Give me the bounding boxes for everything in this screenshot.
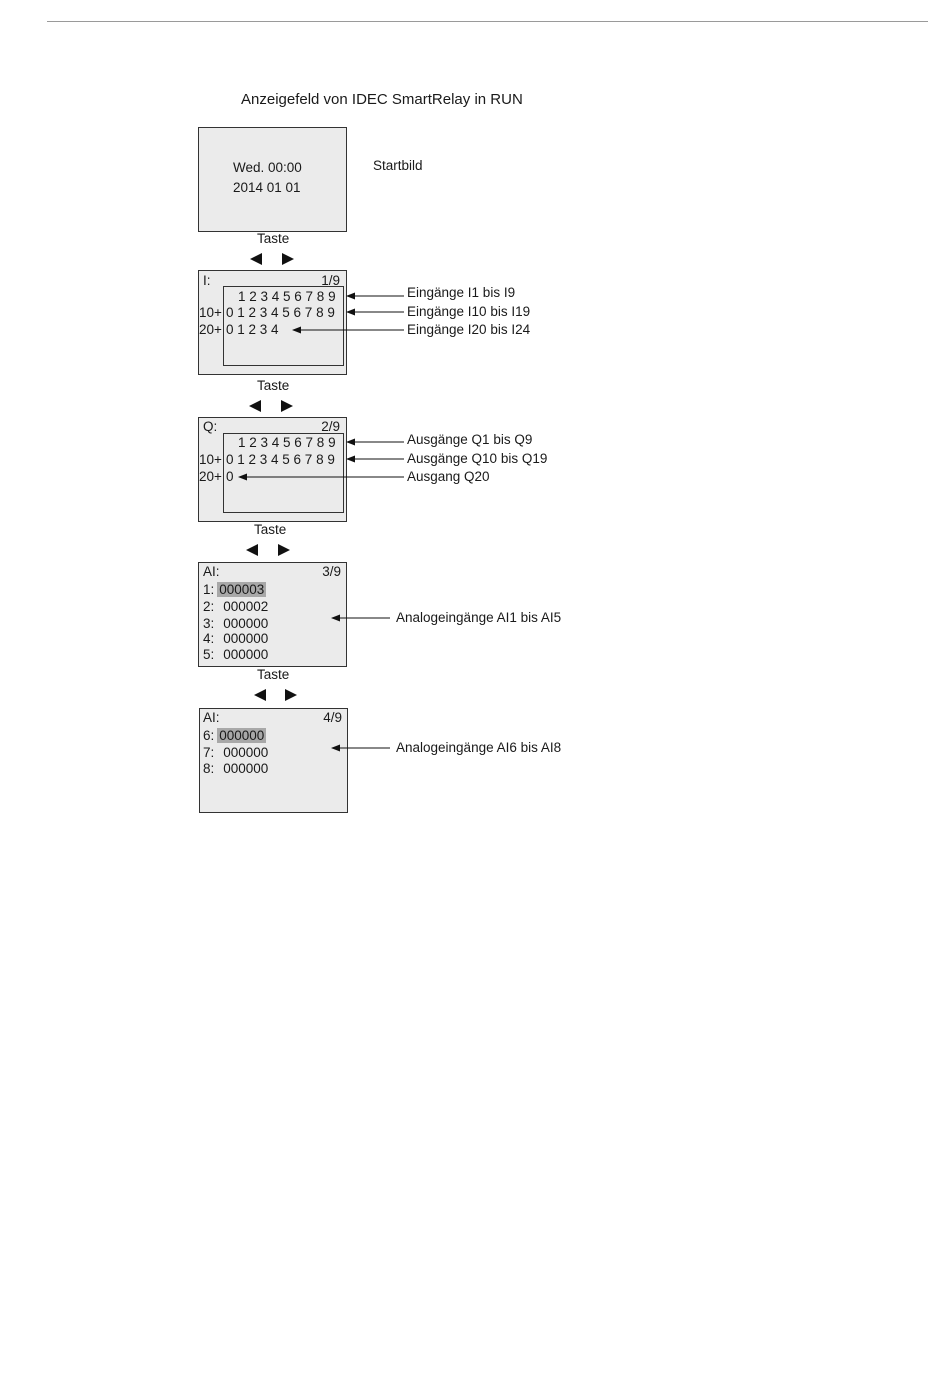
analog1-page: 3/9 (322, 564, 341, 579)
key-label: Taste (257, 378, 290, 393)
inputs-row2-digits: 0 1 2 3 4 5 6 7 8 9 (226, 305, 335, 320)
inputs-label-1: Eingänge I1 bis I9 (407, 285, 516, 300)
analog-row-value-selected: 000000 (219, 728, 265, 743)
start-screen-label: Startbild (373, 158, 423, 173)
inputs-header: I: (203, 273, 211, 288)
inputs-row3-prefix: 20+ (199, 322, 222, 337)
outputs-label-1: Ausgänge Q1 bis Q9 (407, 432, 533, 447)
key-label: Taste (254, 522, 287, 537)
outputs-header: Q: (203, 419, 218, 434)
analog-row-index: 4: (203, 631, 215, 646)
outputs-row3-digits: 0 (226, 469, 234, 484)
inputs-page: 1/9 (321, 273, 340, 288)
analog1-label: Analogeingänge AI1 bis AI5 (396, 610, 562, 625)
analog-row-value: 000002 (223, 599, 269, 614)
diagram-title: Anzeigefeld von IDEC SmartRelay in RUN (241, 91, 523, 108)
analog2-label: Analogeingänge AI6 bis AI8 (396, 740, 562, 755)
inputs-label-2: Eingänge I10 bis I19 (407, 304, 531, 319)
outputs-row2-digits: 0 1 2 3 4 5 6 7 8 9 (226, 452, 335, 467)
analog-row-index: 8: (203, 761, 215, 776)
start-date: 2014 01 01 (233, 180, 301, 195)
analog-row-index: 1: (203, 582, 215, 597)
key-label: Taste (257, 231, 290, 246)
outputs-row1-digits: 1 2 3 4 5 6 7 8 9 (238, 435, 336, 450)
analog-row-value: 000000 (223, 761, 269, 776)
analog-row-value-selected: 000003 (219, 582, 265, 597)
inputs-row2-prefix: 10+ (199, 305, 222, 320)
start-weekday-time: Wed. 00:00 (233, 160, 302, 175)
analog2-page: 4/9 (323, 710, 342, 725)
outputs-label-2: Ausgänge Q10 bis Q19 (407, 451, 548, 466)
inputs-label-3: Eingänge I20 bis I24 (407, 322, 531, 337)
inputs-row1-digits: 1 2 3 4 5 6 7 8 9 (238, 289, 336, 304)
analog-row-value: 000000 (223, 616, 269, 631)
analog-row-index: 3: (203, 616, 215, 631)
key-label: Taste (257, 667, 290, 682)
outputs-label-3: Ausgang Q20 (407, 469, 490, 484)
analog-row-value: 000000 (223, 647, 269, 662)
analog-row-value: 000000 (223, 631, 269, 646)
outputs-page: 2/9 (321, 419, 340, 434)
inputs-row3-digits: 0 1 2 3 4 (226, 322, 279, 337)
analog-row-index: 6: (203, 728, 215, 743)
analog-row-index: 5: (203, 647, 215, 662)
analog-row-value: 000000 (223, 745, 269, 760)
outputs-row2-prefix: 10+ (199, 452, 222, 467)
analog-row-index: 7: (203, 745, 215, 760)
outputs-row3-prefix: 20+ (199, 469, 222, 484)
analog1-header: AI: (203, 564, 220, 579)
analog2-header: AI: (203, 710, 220, 725)
analog-row-index: 2: (203, 599, 215, 614)
